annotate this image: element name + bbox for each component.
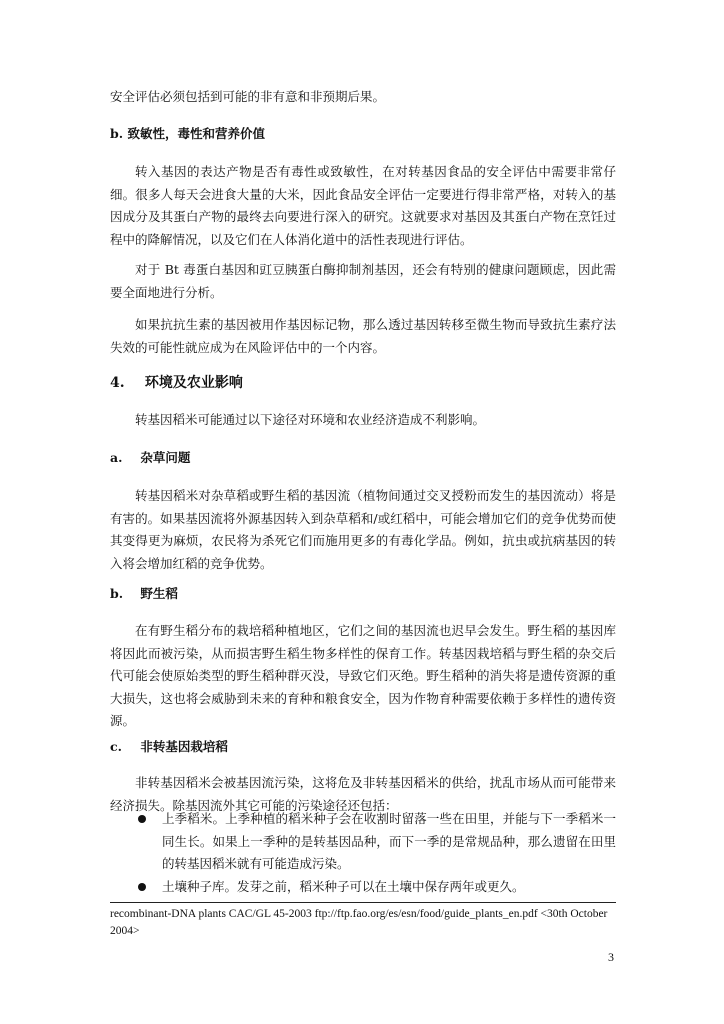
section-heading-c-non-gm-rice [110,737,228,755]
section-label: b. [110,586,124,601]
list-item [110,808,616,876]
section-title: 野生稻 [140,586,178,601]
bullet-icon [138,883,146,891]
paragraph-weed-rice: 转基因稻米对杂草稻或野生稻的基因流（植物间通过交叉授粉而发生的基因流动）将是有害的。如果基因流将外源基因转入到杂草稻和/或红稻中，可能会增加它们的竞争优势而使其变得更为麻烦，农民将为杀死它们而施用更多的有毒化学品。例如，抗虫或抗病基因的转入将会增加红稻的竞争优势。 [110,488,616,571]
section-label: a. [110,450,123,465]
paragraph-environment-intro: 转基因稻米可能通过以下途径对环境和农业经济造成不利影响。 [135,412,486,427]
list-item [110,876,616,899]
paragraph-toxicity: 转入基因的表达产物是否有毒性或致敏性，在对转基因食品的安全评估中需要非常仔细。很多人每天会进食大量的大米，因此食品安全评估一定要进行得非常严格，对转入的基因成分及其蛋白产物的最终去向要进行深入的研究。这就要求对基因及其蛋白产物在烹饪过程中的降解情况，以及它们在人体消化道中的活性表现进行评估。 [110,164,616,247]
page-number: 3 [608,950,614,964]
section-heading-a-weeds [110,448,190,466]
section-title: 致敏性，毒性和营养价值 [127,126,265,141]
section-heading-4-environment [110,372,243,392]
paragraph-bt-gene: 对于 Bt 毒蛋白基因和豇豆胰蛋白酶抑制剂基因，还会有特别的健康问题顾虑，因此需要全面地进行分析。 [110,262,616,300]
section-heading-b-wild-rice [110,584,178,602]
section-label: b. [110,126,124,141]
bullet-icon [138,815,146,823]
footnote-text: recombinant-DNA plants CAC/GL 45-2003 ftp://ftp.fao.org/es/esn/food/guide_plants_en.pdf <30th October 2004> [110,908,608,937]
section-label: c. [110,739,122,754]
paragraph-non-gm-contamination: 非转基因稻米会被基因流污染，这将危及非转基因稻米的供给，扰乱市场从而可能带来经济损失。除基因流外其它可能的污染途径还包括： [110,775,616,813]
paragraph-intro: 安全评估必须包括到可能的非有意和非预期后果。 [110,89,386,104]
section-label: 4. [110,375,125,391]
section-heading-b-allergenicity [110,124,265,142]
section-title: 环境及农业影响 [144,375,243,391]
footnote-divider [110,902,616,903]
paragraph-wild-rice: 在有野生稻分布的栽培稻种植地区，它们之间的基因流也迟早会发生。野生稻的基因库将因此而被污染，从而损害野生稻生物多样性的保育工作。转基因栽培稻与野生稻的杂交后代可能会使原始类型的野生稻种群灭没，导致它们灭绝。野生稻种的消失将是遗传资源的重大损失，这也将会威胁到未来的育种和粮食安全，因为作物育种需要依赖于多样性的遗传资源。 [110,623,616,728]
contamination-routes-list [110,808,616,898]
list-item-text: 土壤种子库。发芽之前，稻米种子可以在土壤中保存两年或更久。 [162,878,525,894]
section-title: 非转基因栽培稻 [140,739,228,754]
list-item-text: 上季稻米。上季种植的稻米种子会在收割时留落一些在田里，并能与下一季稻米一同生长。如果上一季种的是转基因品种，而下一季的是常规品种，那么遗留在田里的转基因稻米就有可能造成污染。 [162,811,616,871]
section-title: 杂草问题 [140,450,191,465]
paragraph-antibiotic-marker: 如果抗抗生素的基因被用作基因标记物，那么透过基因转移至微生物而导致抗生素疗法失效的可能性就应成为在风险评估中的一个内容。 [110,317,616,355]
